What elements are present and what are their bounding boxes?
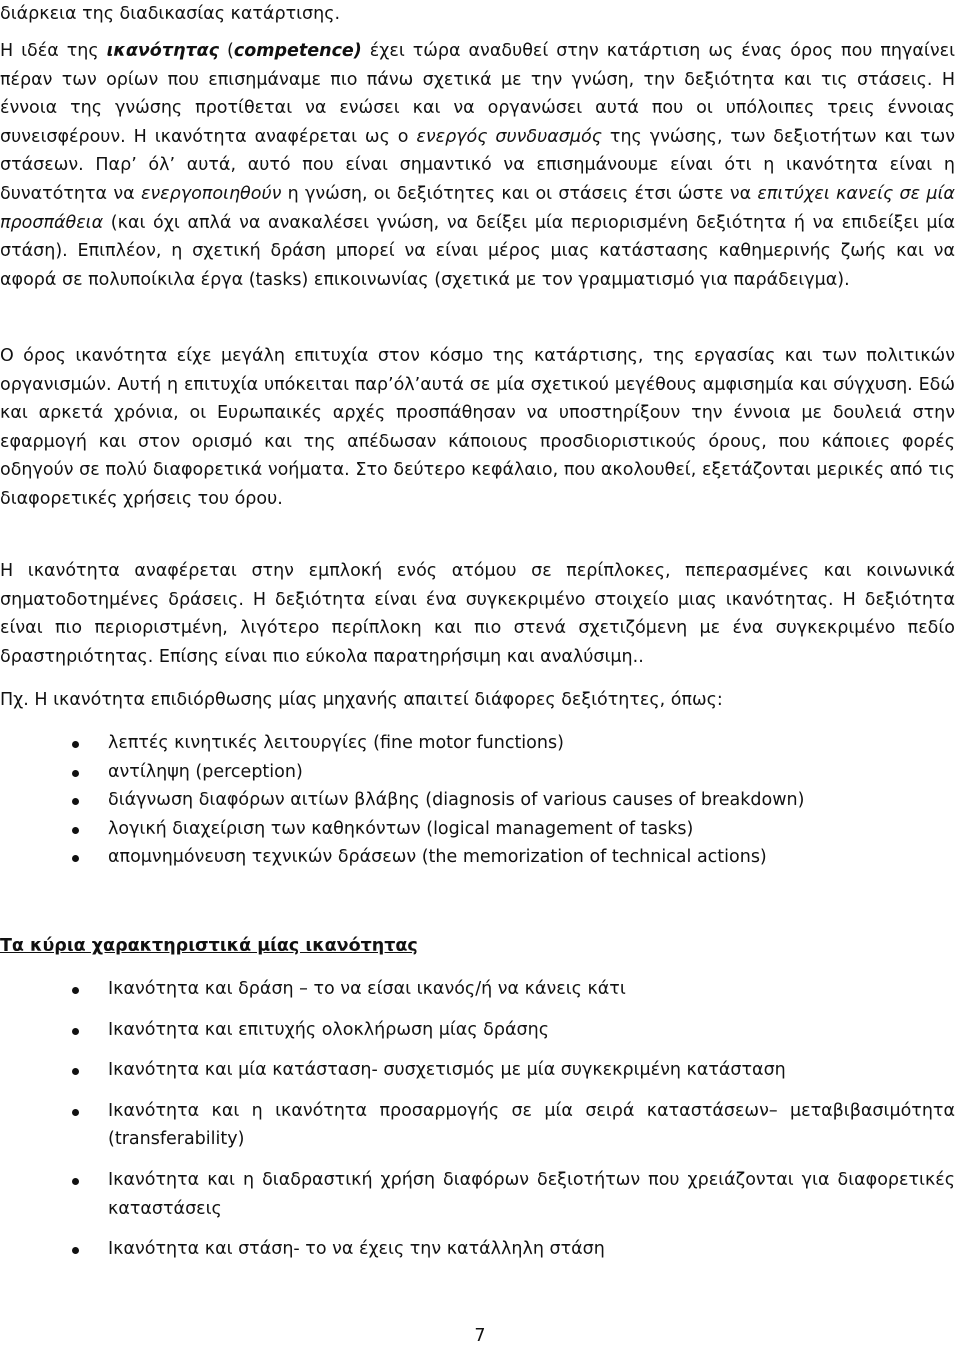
- text-segment: η γνώση, οι δεξιότητες και οι στάσεις έτσι ώστε να: [281, 183, 758, 204]
- bullet-icon: [72, 1247, 79, 1254]
- list-item: [0, 975, 955, 1004]
- bullet-icon: [72, 1068, 79, 1075]
- emphasis-competence-english: competence): [233, 41, 362, 61]
- page-number: 7: [474, 1326, 486, 1346]
- bullet-icon: [72, 1178, 79, 1185]
- emphasis-competence-greek: ικανότητας: [106, 41, 220, 61]
- list-item-text: λεπτές κινητικές λειτουργίες (fine motor functions): [108, 733, 564, 753]
- paragraph-competence-idea: [0, 37, 955, 294]
- skills-list: [0, 729, 955, 872]
- list-item-text: λογική διαχείριση των καθηκόντων (logical management of tasks): [108, 818, 694, 839]
- list-item: [0, 1097, 955, 1154]
- text-segment: Η ιδέα της: [0, 41, 107, 61]
- list-item: [0, 758, 955, 787]
- paragraph-competence-success: Ο όρος ικανότητα είχε μεγάλη επιτυχία στον κόσμο της κατάρτισης, της εργασίας και των πολιτικών οργανισμών. Αυτή η επιτυχία υπόκειται παρ’όλ’αυτά σε μία σχετικού μεγέθους αμφισημία και σύγχυση. Εδώ και αρκετά χρόνια, οι Ευρωπαικές αρχές προσπάθησαν να υποστηρίξουν την έννοια με δουλειά στην εφαρμογή και στον ορισμό και της απέδωσαν κάποιους προσδιοριστικούς όρους, που κάποιες φορές οδηγούν σε πολύ διαφορετικά νοήματα. Στο δεύτερο κεφάλαιο, που ακολουθεί, εξετάζονται μερικές από τις διαφορετικές χρήσεις του όρου.: [0, 346, 955, 509]
- list-item-text: απομνημόνευση τεχνικών δράσεων (the memorization of technical actions): [108, 847, 767, 868]
- text-segment: (: [219, 41, 234, 61]
- paragraph-competence-vs-skill: Η ικανότητα αναφέρεται στην εμπλοκή ενός ατόμου σε περίπλοκες, πεπερασμένες και κοινωνικά σηματοδοτημένες δράσεις. Η δεξιότητα είναι ένα συγκεκριμένο στοιχείο μιας ικανότητας. Η δεξιότητα είναι πιο περιοριστμένη, λιγότερο περίπλοκη και πιο στενά σχετιζόμενη με ένα συγκεκριμένο πεδίο δραστηριότητας. Επίσης είναι πιο εύκολα παρατηρήσιμη και αναλύσιμη..: [0, 561, 955, 667]
- list-item: [0, 786, 955, 815]
- bullet-icon: [72, 798, 79, 805]
- list-item-text: διάγνωση διαφόρων αιτίων βλάβης (diagnosis of various causes of breakdown): [108, 790, 805, 811]
- list-item-text: αντίληψη (perception): [108, 761, 303, 782]
- list-item: [0, 1166, 955, 1223]
- bullet-icon: [72, 827, 79, 834]
- paragraph-intro-tail: διάρκεια της διαδικασίας κατάρτισης.: [0, 4, 341, 24]
- bullet-icon: [72, 855, 79, 862]
- bullet-icon: [72, 987, 79, 994]
- list-item-text: Ικανότητα και στάση- το να έχεις την κατάλληλη στάση: [108, 1239, 605, 1260]
- text-segment: (και όχι απλά να ανακαλέσει γνώση, να δείξει μία περιορισμένη δεξιότητα ή να επιδείξει μία στάση). Επιπλέον, η σχετική δράση μπορεί να είναι μέρος μιας κατάστασης καθημερινής ζωής και να αφορά σε πολυποίκιλα έργα (tasks) επικοινωνίας (σχετικά με τον γραμματισμό για παράδειγμα).: [0, 212, 955, 290]
- list-item: [0, 1235, 955, 1264]
- list-item-text: Ικανότητα και η διαδραστική χρήση διαφόρων δεξιοτήτων που χρειάζονται για διαφορετικές καταστάσεις: [108, 1169, 955, 1219]
- text-segment: έχει τώρα αναδυθεί στην κατάρτιση ως ένας όρος που πηγαίνει πέραν των ορίων που επισημάναμε πιο πάνω σχετικά με την γνώση, την δεξιότητα και τις στάσεις. Η έννοια της γνώσης προτίθεται να ενώσει και να οργανώσει αυτά που οι υπόλοιπες τρεις έννοιας συνεισφέρουν. Η ικανότητα αναφέρεται ως ο: [0, 41, 955, 147]
- list-item-text: Ικανότητα και η ικανότητα προσαρμογής σε μία σειρά καταστάσεων– μεταβιβασιμότητα (transferability): [108, 1100, 955, 1150]
- section-heading: Τα κύρια χαρακτηριστικά μίας ικανότητας: [0, 936, 418, 956]
- list-item: [0, 815, 955, 844]
- emphasis-activated: ενεργοποιηθούν: [140, 183, 282, 204]
- bullet-icon: [72, 1109, 79, 1116]
- bullet-icon: [72, 1028, 79, 1035]
- emphasis-active-combination: ενεργός συνδυασμός: [416, 126, 602, 147]
- bullet-icon: [72, 770, 79, 777]
- list-item: [0, 1056, 955, 1085]
- list-item-text: Ικανότητα και μία κατάσταση- συσχετισμός με μία συγκεκριμένη κατάσταση: [108, 1060, 786, 1081]
- list-item: [0, 843, 955, 872]
- characteristics-list: [0, 975, 955, 1264]
- list-item: [0, 1016, 955, 1045]
- list-item: [0, 729, 955, 758]
- bullet-icon: [72, 741, 79, 748]
- paragraph-example: Πχ. Η ικανότητα επιδιόρθωσης μίας μηχανής απαιτεί διάφορες δεξιότητες, όπως:: [0, 690, 723, 710]
- text-segment: της γνώσης, των δεξιοτήτων και των στάσεων. Παρ’ όλ’ αυτά, αυτό που είναι σημαντικό να επισημάνουμε είναι ότι η ικανότητα είναι η δυνατότητα να: [0, 126, 956, 204]
- list-item-text: Ικανότητα και επιτυχής ολοκλήρωση μίας δράσης: [108, 1019, 549, 1040]
- emphasis-succeed-effort: επιτύχει κανείς σε μία προσπάθεια: [0, 183, 955, 233]
- list-item-text: Ικανότητα και δράση – το να είσαι ικανός/ή να κάνεις κάτι: [108, 979, 626, 999]
